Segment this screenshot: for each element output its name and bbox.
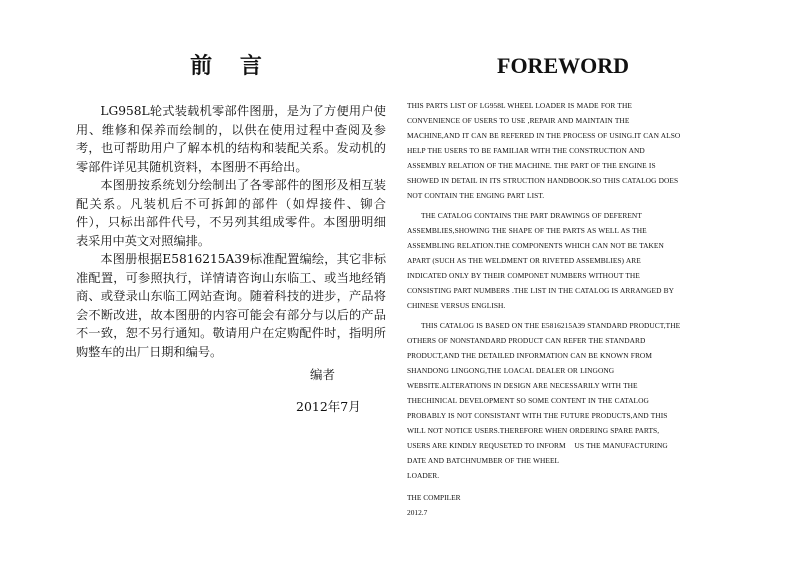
english-p1-line: CONVENIENCE OF USERS TO USE ,REPAIR AND MAINTAIN THE — [407, 116, 630, 125]
chinese-title: 前 言 — [190, 53, 272, 79]
english-p1-line: MACHINE,AND IT CAN BE REFERED IN THE PROCESS OF USING.IT CAN ALSO — [407, 131, 681, 140]
english-paragraph-1 — [407, 98, 719, 203]
english-p3-line: PRODUCT,AND THE DETAILED INFORMATION CAN BE KNOWN FROM — [407, 351, 652, 360]
english-p2-line: THE CATALOG CONTAINS THE PART DRAWINGS OF DEFERENT — [421, 211, 642, 220]
chinese-paragraph-1: LG958L轮式装载机零部件图册，是为了方便用户使用、维修和保养而绘制的，以供在使用过程中查阅及参考，也可帮助用户了解本机的结构和装配关系。发动机的零部件详见其随机资料，本图册不再给出。 — [76, 104, 386, 174]
english-paragraph-2 — [407, 208, 719, 313]
chinese-paragraph-2: 本图册按系统划分绘制出了各零部件的图形及相互装配关系。凡装机后不可拆卸的部件（如焊接件、铆合件），只标出部件代号，不另列其组成零件。本图册明细表采用中英文对照编排。 — [76, 178, 386, 248]
english-p2-line: INDICATED ONLY BY THEIR COMPONET NUMBERS WITHOUT THE — [407, 271, 640, 280]
english-p3-line: DATE AND BATCHNUMBER OF THE WHEEL — [407, 456, 560, 465]
english-compiler: THE COMPILER — [407, 493, 461, 502]
english-p1-line: ASSEMBLY RELATION OF THE MACHINE. THE PART OF THE ENGINE IS — [407, 161, 656, 170]
english-p2-line: ASSEMBLIES,SHOWING THE SHAPE OF THE PARTS AS WELL AS THE — [407, 226, 647, 235]
english-p2-line: CONSISTING PART NUMBERS .THE LIST IN THE CATALOG IS ARRANGED BY — [407, 286, 675, 295]
english-p1-line: NOT CONTAIN THE ENGING PART LIST. — [407, 191, 545, 200]
english-p3-line: PROBABLY IS NOT CONSISTANT WITH THE FUTURE PRODUCTS,AND THIS — [407, 411, 668, 420]
english-p3-line: OTHERS OF NONSTANDARD PRODUCT CAN REFER THE STANDARD — [407, 336, 646, 345]
chinese-foreword-column — [76, 52, 386, 414]
english-p2-line: CHINESE VERSUS ENGLISH. — [407, 301, 506, 310]
chinese-compiler: 编者 — [310, 367, 336, 382]
english-paragraph-3 — [407, 318, 719, 483]
english-p2-line: ASSEMBLING RELATION.THE COMPONENTS WHICH CAN NOT BE TAKEN — [407, 241, 664, 250]
english-p1-line: SHOWED IN DETAIL IN ITS STRUCTION HANDBOOK.SO THIS CATALOG DOES — [407, 176, 679, 185]
english-date: 2012.7 — [407, 508, 428, 517]
chinese-date: 2012年7月 — [296, 399, 361, 414]
english-p2-line: APART (SUCH AS THE WELDMENT OR RIVETED ASSEMBLIES) ARE — [407, 256, 641, 265]
english-p3-line: LOADER. — [407, 471, 440, 480]
english-p3-line: THIS CATALOG IS BASED ON THE E5816215A39 STANDARD PRODUCT,THE — [421, 321, 681, 330]
english-p3-line: THECHINICAL DEVELOPMENT SO SOME CONTENT IN THE CATALOG — [407, 396, 649, 405]
english-p1-line: THIS PARTS LIST OF LG958L WHEEL LOADER IS MADE FOR THE — [407, 101, 632, 110]
english-p3-line: WEBSITE.ALTERATIONS IN DESIGN ARE NECESSARILY WITH THE — [407, 381, 638, 390]
english-p1-line: HELP THE USERS TO BE FAMILIAR WITH THE CONSTRUCTION AND — [407, 146, 645, 155]
english-p3-line: USERS ARE KINDLY REQUSETED TO INFORM US THE MANUFACTURING — [407, 441, 668, 450]
english-p3-line: SHANDONG LINGONG,THE LOACAL DEALER OR LINGONG — [407, 366, 615, 375]
english-title: FOREWORD — [497, 53, 629, 78]
english-foreword-column — [407, 52, 719, 517]
chinese-paragraph-3: 本图册根据E5816215A39标准配置编绘，其它非标准配置，可参照执行，详情请咨询山东临工、或当地经销商、或登录山东临工网站查询。随着科技的进步，产品将会不断改进，故本图册的内容可能会有部分与以后的产品不一致，恕不另行通知。敬请用户在定购配件时，指明所购整车的出厂日期和编号。 — [76, 252, 386, 359]
english-p3-line: WILL NOT NOTICE USERS.THEREFORE WHEN ORDERING SPARE PARTS, — [407, 426, 660, 435]
english-signature — [407, 490, 461, 520]
